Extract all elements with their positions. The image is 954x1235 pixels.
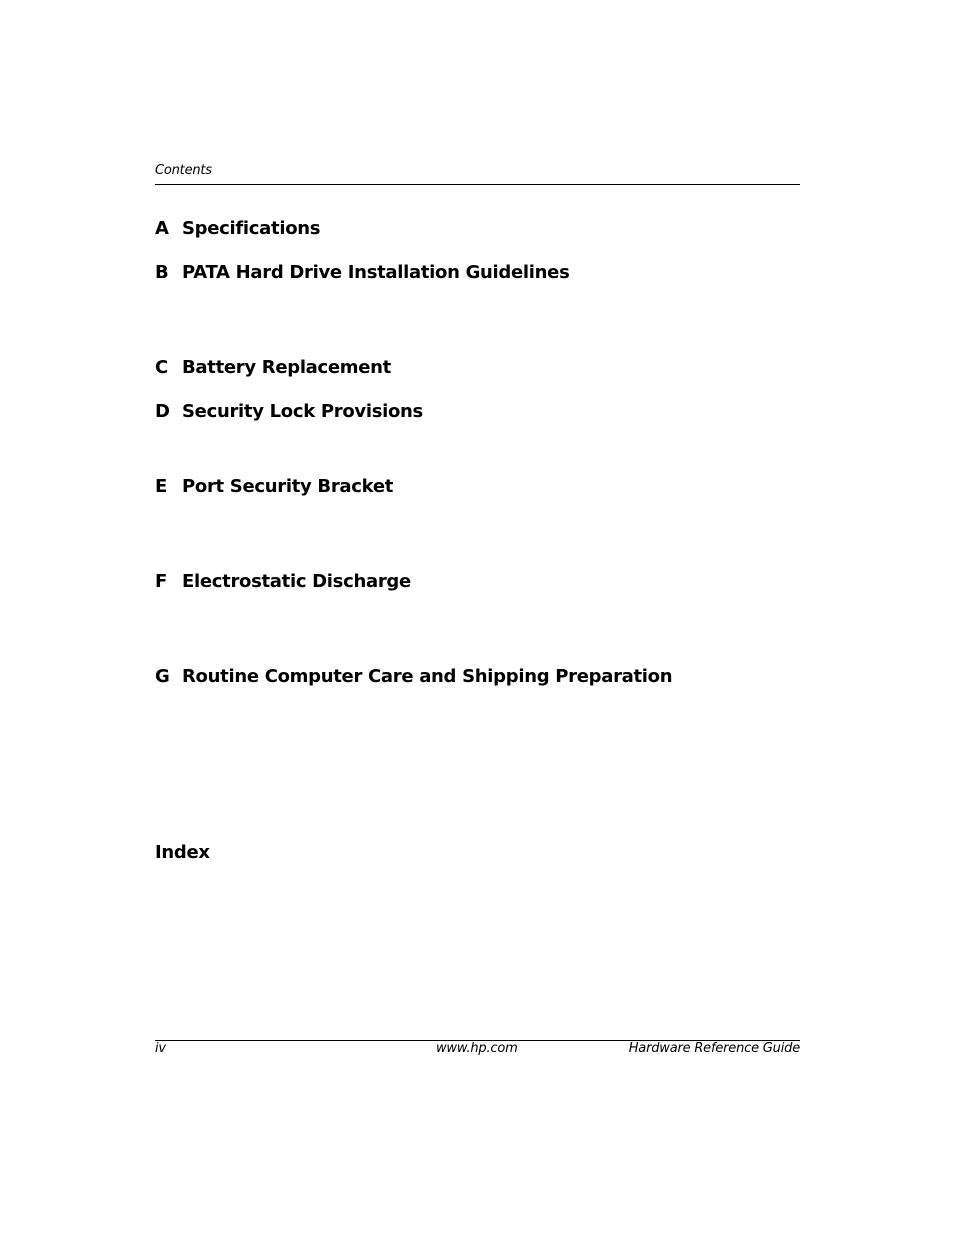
toc-entry-b[interactable] xyxy=(155,262,570,283)
footer-guide-title: Hardware Reference Guide xyxy=(628,1041,800,1056)
toc-entry-title: Battery Replacement xyxy=(182,357,391,378)
running-head: Contents xyxy=(155,163,212,178)
toc-entry-title: Port Security Bracket xyxy=(182,476,394,497)
toc-entry-index[interactable] xyxy=(155,842,210,863)
toc-entry-title: Index xyxy=(155,842,210,863)
toc-entry-letter: G xyxy=(155,666,170,687)
toc-entry-letter: C xyxy=(155,357,168,378)
toc-entry-f[interactable] xyxy=(155,571,411,592)
toc-entry-letter: A xyxy=(155,218,169,239)
toc-entry-title: Electrostatic Discharge xyxy=(182,571,411,592)
footer-url: www.hp.com xyxy=(436,1041,518,1056)
toc-entry-letter: B xyxy=(155,262,169,283)
toc-entry-title: Routine Computer Care and Shipping Preparation xyxy=(182,666,673,687)
footer-page-number: iv xyxy=(155,1041,166,1056)
toc-entry-a[interactable] xyxy=(155,218,320,239)
toc-entry-title: Security Lock Provisions xyxy=(182,401,423,422)
toc-entry-d[interactable] xyxy=(155,401,423,422)
toc-entry-letter: D xyxy=(155,401,170,422)
toc-entry-title: Specifications xyxy=(182,218,321,239)
toc-entry-letter: E xyxy=(155,476,167,497)
toc-entry-g[interactable] xyxy=(155,666,672,687)
toc-entry-c[interactable] xyxy=(155,357,391,378)
toc-entry-e[interactable] xyxy=(155,476,393,497)
toc-entry-title: PATA Hard Drive Installation Guidelines xyxy=(182,262,570,283)
toc-entry-letter: F xyxy=(155,571,167,592)
header-rule xyxy=(155,184,800,185)
